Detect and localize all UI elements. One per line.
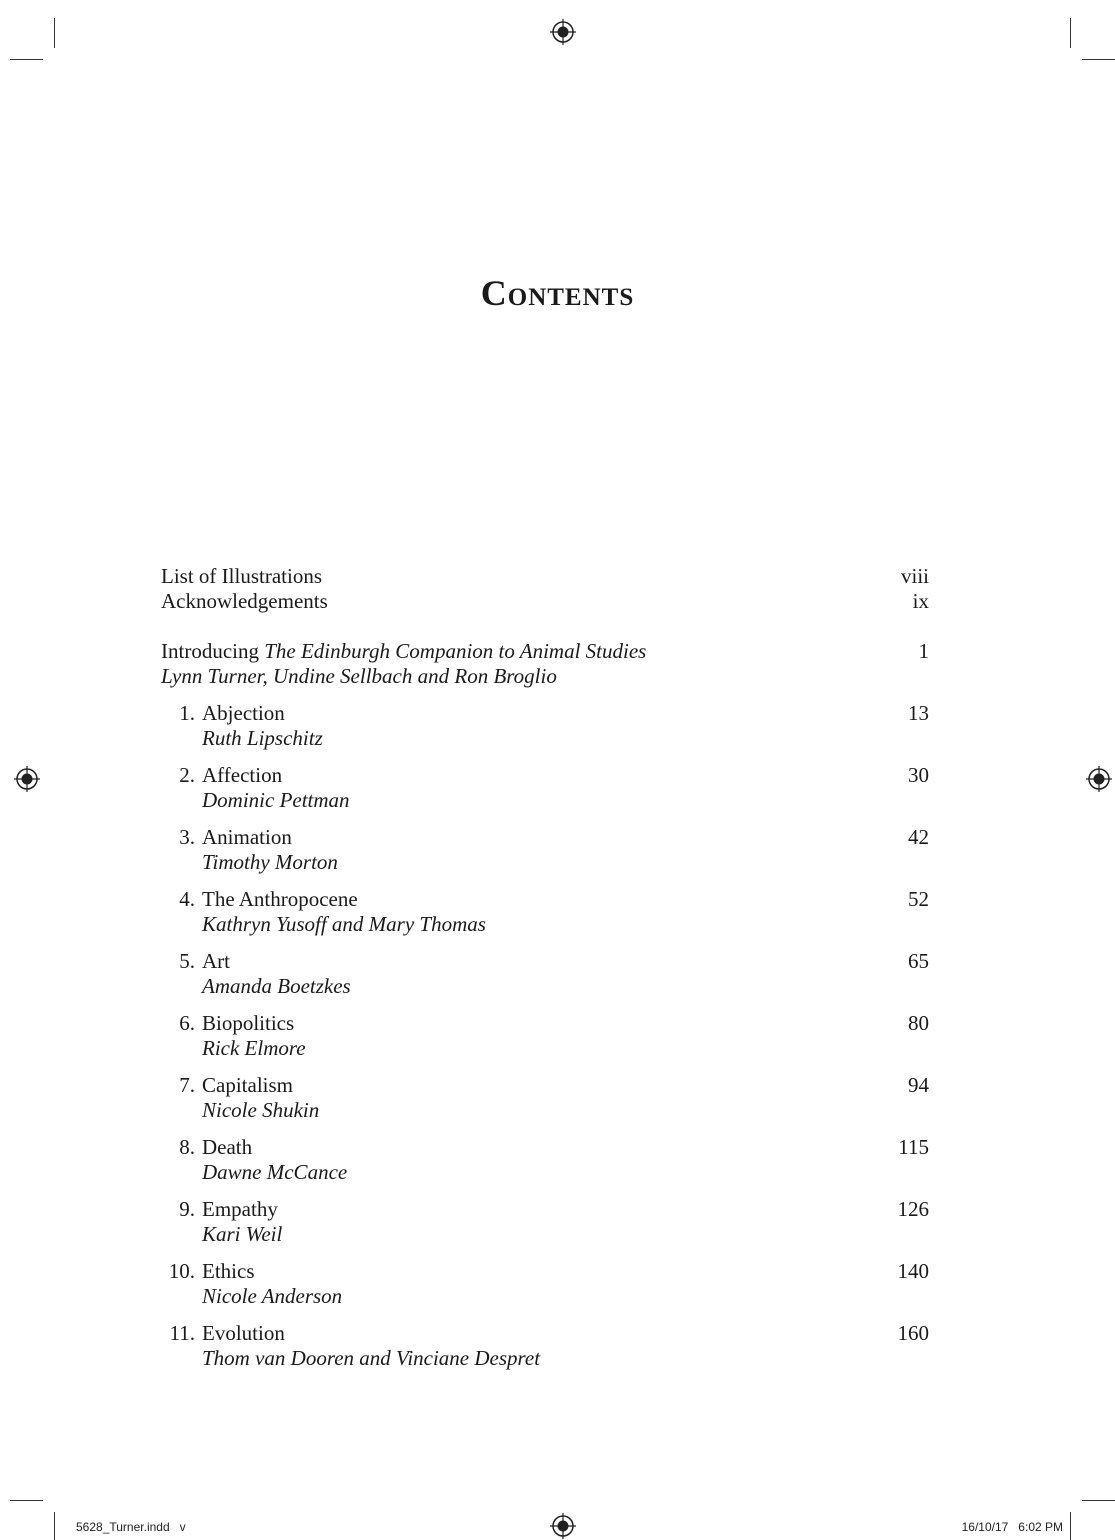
toc-page-number: 42 — [908, 825, 929, 849]
chapter-title: The Anthropocene — [202, 887, 358, 911]
toc-chapter-heading — [161, 1011, 294, 1036]
toc-author: Ruth Lipschitz — [202, 726, 323, 750]
chapter-number: 3. — [179, 825, 195, 849]
chapter-title: Empathy — [202, 1197, 278, 1221]
chapter-title: Evolution — [202, 1321, 285, 1345]
toc-chapter-entry[interactable] — [161, 763, 929, 813]
slug-filename: 5628_Turner.indd v — [76, 1520, 186, 1534]
chapter-number: 11. — [169, 1321, 195, 1345]
chapter-number: 4. — [179, 887, 195, 911]
toc-chapter-heading — [161, 1259, 255, 1284]
toc-page-number: 94 — [908, 1073, 929, 1097]
toc-introduction[interactable] — [161, 639, 929, 689]
toc-page-number: 80 — [908, 1011, 929, 1035]
toc-page-number: 13 — [908, 701, 929, 725]
chapter-title: Affection — [202, 763, 283, 787]
chapter-title: Capitalism — [202, 1073, 293, 1097]
chapter-number: 5. — [179, 949, 195, 973]
slug-timestamp: 16/10/17 6:02 PM — [961, 1520, 1063, 1534]
toc-chapter-entry[interactable] — [161, 1011, 929, 1061]
toc-author: Timothy Morton — [202, 850, 338, 874]
toc-chapter-entry[interactable] — [161, 1073, 929, 1123]
toc-chapter-heading — [161, 1073, 293, 1098]
chapter-number: 1. — [179, 701, 195, 725]
toc-front-matter-row[interactable] — [161, 589, 929, 614]
toc-author: Thom van Dooren and Vinciane Despret — [202, 1346, 541, 1370]
toc-page-number: viii — [900, 564, 929, 588]
registration-mark-left-icon — [14, 766, 40, 792]
toc-chapter-entry[interactable] — [161, 1321, 929, 1371]
toc-chapter-heading — [161, 949, 230, 974]
registration-mark-top-icon — [550, 19, 576, 45]
toc-author: Kathryn Yusoff and Mary Thomas — [202, 912, 486, 936]
chapter-number: 8. — [179, 1135, 195, 1159]
chapter-title: Animation — [202, 825, 292, 849]
chapter-number: 6. — [179, 1011, 195, 1035]
toc-chapter-entry[interactable] — [161, 949, 929, 999]
toc-page-number: ix — [912, 589, 929, 613]
toc-author: Kari Weil — [202, 1222, 283, 1246]
toc-entry-label: Introducing The Edinburgh Companion to Animal Studies — [161, 639, 647, 663]
toc-page-number: 1 — [918, 639, 929, 663]
chapter-number: 10. — [168, 1259, 195, 1283]
crop-mark-top-left-horizontal — [10, 59, 43, 60]
toc-page-number: 30 — [908, 763, 929, 787]
toc-page-number: 126 — [897, 1197, 929, 1221]
toc-entry-label: List of Illustrations — [161, 564, 322, 588]
toc-chapter-entry[interactable] — [161, 1259, 929, 1309]
toc-chapter-entry[interactable] — [161, 887, 929, 937]
chapter-number: 7. — [179, 1073, 195, 1097]
crop-mark-bottom-left-vertical — [54, 1512, 55, 1540]
toc-author: Amanda Boetzkes — [202, 974, 351, 998]
toc-author: Rick Elmore — [202, 1036, 306, 1060]
toc-author: Dominic Pettman — [202, 788, 350, 812]
toc-chapter-heading — [161, 1321, 285, 1346]
crop-mark-top-left-vertical — [54, 18, 55, 48]
toc-author: Nicole Shukin — [202, 1098, 320, 1122]
toc-chapter-heading — [161, 1197, 278, 1222]
registration-mark-bottom-icon — [550, 1513, 576, 1539]
toc-chapter-entry[interactable] — [161, 1135, 929, 1185]
toc-chapter-heading — [161, 763, 282, 788]
toc-chapter-heading — [161, 825, 292, 850]
chapter-title: Art — [202, 949, 230, 973]
page-title: Contents — [480, 273, 635, 313]
chapter-title: Ethics — [202, 1259, 255, 1283]
chapter-title: Abjection — [202, 701, 285, 725]
toc-chapter-entry[interactable] — [161, 1197, 929, 1247]
toc-author: Dawne McCance — [202, 1160, 348, 1184]
toc-chapter-list — [161, 701, 929, 1371]
crop-mark-bottom-right-vertical — [1070, 1512, 1071, 1540]
toc-page-number: 115 — [898, 1135, 929, 1159]
crop-mark-top-right-horizontal — [1082, 59, 1115, 60]
toc-author: Nicole Anderson — [202, 1284, 343, 1308]
toc-chapter-heading — [161, 1135, 252, 1160]
chapter-title: Death — [202, 1135, 253, 1159]
chapter-number: 9. — [179, 1197, 195, 1221]
toc-front-matter-row[interactable] — [161, 564, 929, 589]
chapter-title: Biopolitics — [202, 1011, 295, 1035]
crop-mark-top-right-vertical — [1070, 18, 1071, 48]
toc-page-number: 160 — [897, 1321, 929, 1345]
toc-chapter-heading — [161, 701, 285, 726]
toc-chapter-heading — [161, 887, 358, 912]
toc-page-number: 65 — [908, 949, 929, 973]
chapter-number: 2. — [179, 763, 195, 787]
toc-chapter-entry[interactable] — [161, 825, 929, 875]
toc-page-number: 140 — [897, 1259, 929, 1283]
table-of-contents — [161, 564, 929, 1371]
toc-page-number: 52 — [908, 887, 929, 911]
toc-chapter-entry[interactable] — [161, 701, 929, 751]
registration-mark-right-icon — [1086, 766, 1112, 792]
crop-mark-bottom-right-horizontal — [1082, 1500, 1115, 1501]
book-title: The Edinburgh Companion to Animal Studies — [264, 639, 647, 663]
toc-entry-label: Acknowledgements — [161, 589, 328, 613]
toc-author: Lynn Turner, Undine Sellbach and Ron Broglio — [161, 664, 557, 688]
crop-mark-bottom-left-horizontal — [10, 1500, 43, 1501]
